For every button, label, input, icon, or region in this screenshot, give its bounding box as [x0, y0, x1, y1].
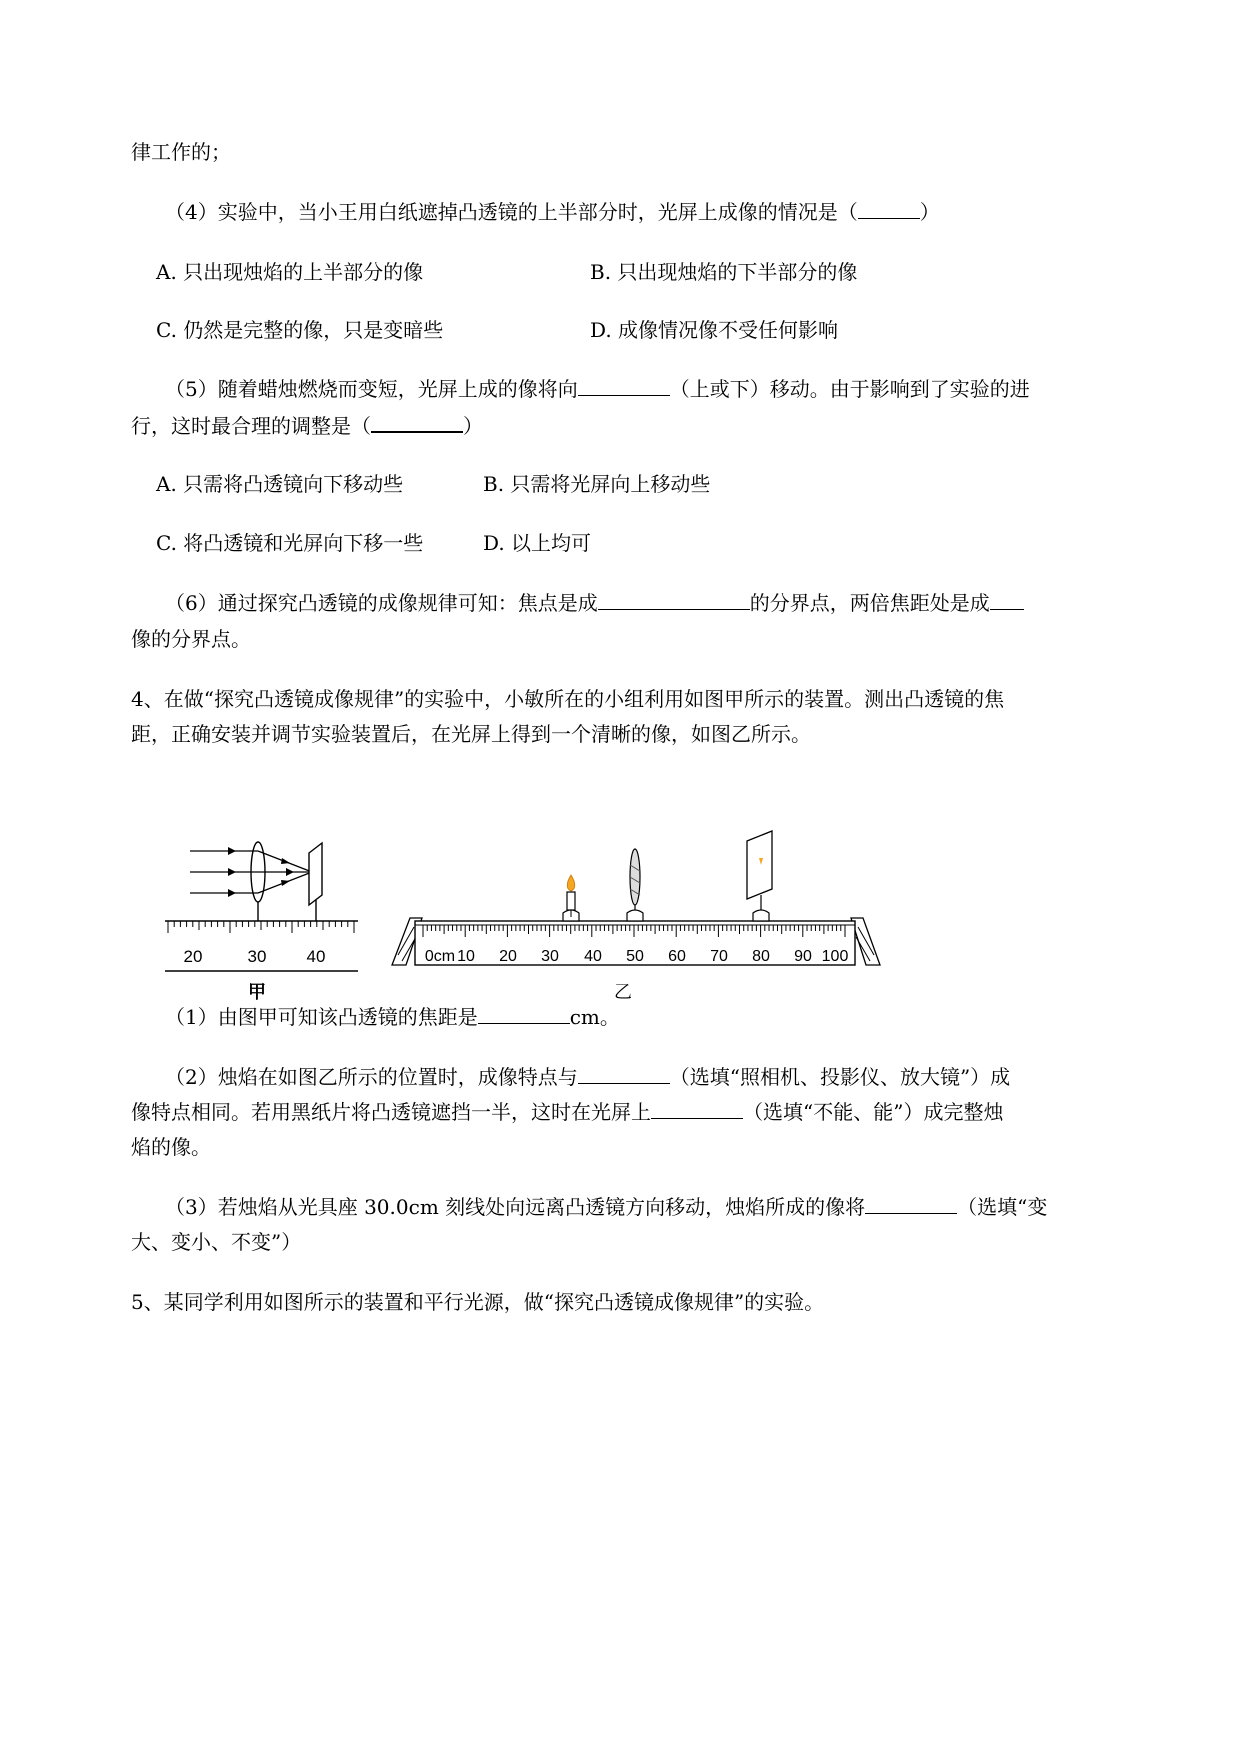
answer-blank[interactable]: [578, 375, 670, 396]
answer-blank[interactable]: [371, 411, 463, 433]
option-4d: D. 成像情况像不受任何影响: [590, 318, 839, 342]
figure-optical-bench: [0, 780, 1241, 1002]
q3-continuation: 律工作的；: [131, 140, 231, 164]
q4-stem-line2: 距，正确安装并调节实验装置后，在光屏上得到一个清晰的像，如图乙所示。: [131, 722, 811, 746]
answer-blank[interactable]: [858, 198, 920, 219]
tick-label: 80: [752, 948, 770, 965]
caption-jia: 甲: [248, 982, 266, 1002]
tick-label: 50: [626, 948, 644, 965]
option-5a: A. 只需将凸透镜向下移动些: [156, 472, 404, 496]
option-5b: B. 只需将光屏向上移动些: [483, 472, 711, 496]
option-5c: C. 将凸透镜和光屏向下移一些: [156, 531, 424, 555]
answer-blank[interactable]: [598, 589, 750, 610]
q4-stem-line1: 4、在做“探究凸透镜成像规律”的实验中，小敏所在的小组利用如图甲所示的装置。测出凸透镜的焦: [131, 687, 1005, 711]
q5-stem: 5、某同学利用如图所示的装置和平行光源，做“探究凸透镜成像规律”的实验。: [131, 1290, 825, 1314]
tick-label: 90: [794, 948, 812, 965]
q3-part4: （4）实验中，当小王用白纸遮掉凸透镜的上半部分时，光屏上成像的情况是（ ）: [165, 200, 940, 224]
q4-sub3: （3）若烛焰从光具座 30.0cm 刻线处向远离凸透镜方向移动，烛焰所成的像将 （选填“变: [165, 1195, 1048, 1219]
answer-blank[interactable]: [651, 1098, 743, 1119]
figure-yi: [392, 831, 880, 1002]
tick-label: 30: [247, 947, 267, 966]
candle: [563, 875, 579, 921]
q4-sub2-cont: 像特点相同。若用黑纸片将凸透镜遮挡一半，这时在光屏上 （选填“不能、能”）成完整烛: [131, 1100, 1004, 1124]
option-4b: B. 只出现烛焰的下半部分的像: [590, 260, 858, 284]
screen-jia: [309, 843, 322, 905]
q4-sub1: （1）由图甲可知该凸透镜的焦距是 cm。: [165, 1005, 620, 1029]
answer-blank[interactable]: [865, 1193, 957, 1214]
text-line: [131, 138, 231, 166]
answer-blank[interactable]: [478, 1003, 570, 1024]
tick-label: 100: [821, 948, 849, 965]
caption-yi: 乙: [614, 982, 632, 1002]
tick-label: 10: [457, 948, 475, 965]
answer-blank[interactable]: [578, 1063, 670, 1084]
tick-label: 0cm: [424, 948, 456, 965]
tick-label: 30: [541, 948, 559, 965]
figure-jia: [165, 842, 358, 1002]
q4-sub3-cont: 大、变小、不变”）: [131, 1230, 302, 1254]
tick-label: 60: [668, 948, 686, 965]
q3-part6-cont: 像的分界点。: [131, 627, 251, 651]
answer-blank[interactable]: [990, 589, 1024, 610]
tick-label: 20: [499, 948, 517, 965]
option-4a: A. 只出现烛焰的上半部分的像: [156, 260, 424, 284]
q3-part5: （5）随着蜡烛燃烧而变短，光屏上成的像将向 （上或下）移动。由于影响到了实验的进: [165, 377, 1030, 401]
screen-yi: [747, 831, 772, 921]
option-5d: D. 以上均可: [483, 531, 592, 555]
tick-label: 40: [306, 947, 326, 966]
q3-part5-cont: 行，这时最合理的调整是（ ）: [131, 411, 483, 440]
tick-label: 20: [183, 947, 203, 966]
q3-part6: （6）通过探究凸透镜的成像规律可知：焦点是成 的分界点，两倍焦距处是成: [165, 589, 1024, 617]
lens-yi: [627, 849, 643, 921]
q4-sub2-cont2: 焰的像。: [131, 1135, 211, 1159]
option-4c: C. 仍然是完整的像，只是变暗些: [156, 318, 444, 342]
q4-sub2: （2）烛焰在如图乙所示的位置时，成像特点与 （选填“照相机、投影仪、放大镜”）成: [165, 1065, 1011, 1089]
tick-label: 40: [584, 948, 602, 965]
tick-label: 70: [710, 948, 728, 965]
